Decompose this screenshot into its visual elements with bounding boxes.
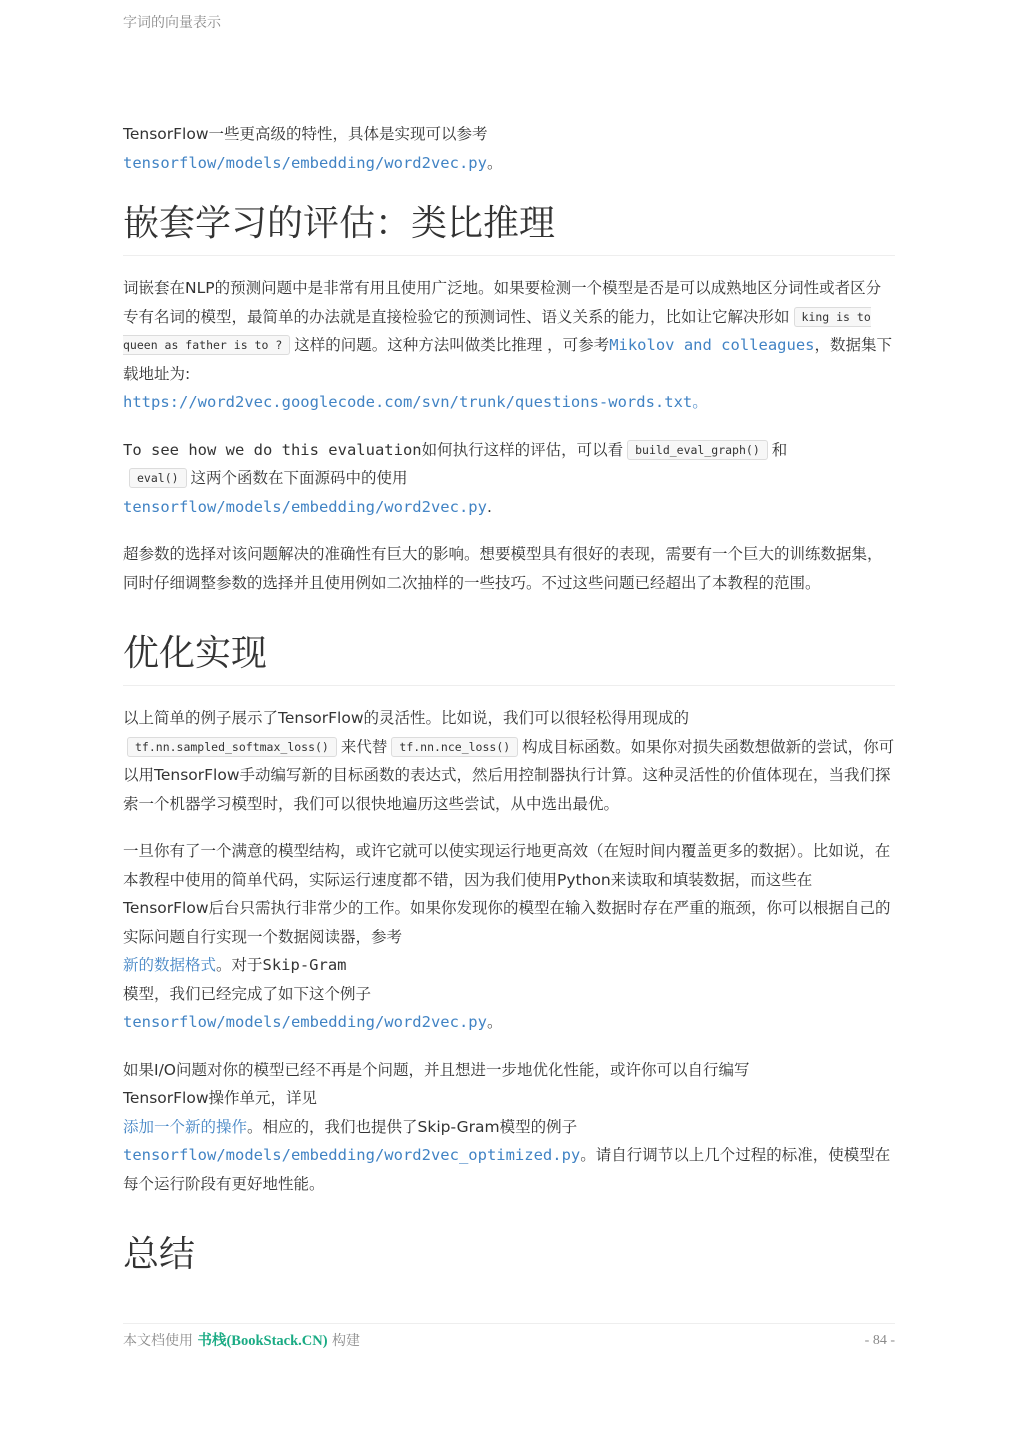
analogy-code: king is to queen as father is to ?	[123, 307, 871, 356]
nce-loss-code: tf.nn.nce_loss()	[391, 737, 518, 757]
heading-analogy-evaluation: 嵌套学习的评估：类比推理	[123, 201, 895, 256]
questions-words-link[interactable]: https://word2vec.googlecode.com/svn/trunk/questions-words.txt。	[123, 393, 708, 411]
intro-text: TensorFlow一些更高级的特性，具体是实现可以参考	[123, 125, 488, 143]
word2vec-optimized-link[interactable]: tensorflow/models/embedding/word2vec_optimized.py	[123, 1146, 581, 1164]
evaluation-paragraph: To see how we do this evaluation如何执行这样的评估，可以看 build_eval_graph() 和 eval() 这两个函数在下面源码中的使用 tensorflow/models/embedding/word2vec.py.	[123, 440, 788, 516]
intro-paragraph: TensorFlow一些更高级的特性，具体是实现可以参考 tensorflow/models/embedding/word2vec.py。	[123, 125, 503, 172]
flexibility-paragraph: 以上简单的例子展示了TensorFlow的灵活性。比如说，我们可以很轻松得用现成的tf.nn.sampled_softmax_loss() 来代替 tf.nn.nce_loss() 构成目标函数。如果你对损失函数想做新的尝试，你可以用TensorFlow手动编写新的目标函数的表达式，然后用控制器执行计算。这种灵活性的价值体现在，当我们探索一个机器学习模型时，我们可以很快地遍历这些尝试，从中选出最优。	[123, 709, 895, 813]
bookstack-link[interactable]: 书栈(BookStack.CN)	[197, 1333, 328, 1349]
heading-summary: 总结	[123, 1234, 196, 1275]
efficiency-paragraph: 一旦你有了一个满意的模型结构，或许它就可以使实现运行地更高效（在短时间内覆盖更多的数据）。比如说，在本教程中使用的简单代码，实际运行速度都不错，因为我们使用Python来读取和填装数据，而这些在TensorFlow后台只需执行非常少的工作。如果你发现你的模型在输入数据时存在严重的瓶颈，你可以根据自己的实际问题自行实现一个数据阅读器，参考 新的数据格式。对于Skip-Gram 模型，我们已经完成了如下这个例子 tensorflow/models/embedding/word2vec.py。	[123, 842, 891, 1031]
new-data-format-link[interactable]: 新的数据格式	[123, 956, 217, 974]
analogy-paragraph: 词嵌套在NLP的预测问题中是非常有用且使用广泛地。如果要检测一个模型是否是可以成熟地区分词性或者区分专有名词的模型，最简单的办法就是直接检验它的预测词性、语义关系的能力，比如让它解决形如 king is to queen as father is to ? 这样的问题。这种方法叫做类比推理 ，可参考Mikolov and colleagues，数据集下载地址为: https://word2vec.googlecode.com/svn/trunk/questions-words.txt。	[123, 279, 893, 411]
sampled-softmax-code: tf.nn.sampled_softmax_loss()	[127, 737, 337, 757]
page-number: - 84 -	[864, 1333, 895, 1348]
mikolov-link[interactable]: Mikolov and colleagues	[609, 336, 815, 354]
document-body	[123, 120, 895, 1286]
running-header: 字词的向量表示	[123, 15, 221, 31]
word2vec-link-2[interactable]: tensorflow/models/embedding/word2vec.py	[123, 497, 487, 516]
custom-op-paragraph: 如果I/O问题对你的模型已经不再是个问题，并且想进一步地优化性能，或许你可以自行编写 TensorFlow操作单元，详见 添加一个新的操作。相应的，我们也提供了Skip-Gram模型的例子 tensorflow/models/embedding/word2vec_optimized.py。请自行调节以上几个过程的标准，使模型在每个运行阶段有更好地性能。	[123, 1060, 891, 1193]
build-eval-graph-code: build_eval_graph()	[627, 440, 768, 460]
word2vec-link-3[interactable]: tensorflow/models/embedding/word2vec.py	[123, 1013, 487, 1031]
add-new-op-link[interactable]: 添加一个新的操作	[123, 1117, 248, 1136]
hyperparameter-paragraph: 超参数的选择对该问题解决的准确性有巨大的影响。想要模型具有很好的表现，需要有一个巨大的训练数据集，同时仔细调整参数的选择并且使用例如二次抽样的一些技巧。不过这些问题已经超出了本教程的范围。	[123, 545, 883, 592]
word2vec-link[interactable]: tensorflow/models/embedding/word2vec.py	[123, 153, 487, 172]
heading-optimization: 优化实现	[123, 631, 895, 686]
footer-divider	[123, 1323, 895, 1324]
footer-credit: 本文档使用 书栈(BookStack.CN) 构建	[123, 1333, 361, 1349]
eval-code: eval()	[129, 468, 187, 488]
